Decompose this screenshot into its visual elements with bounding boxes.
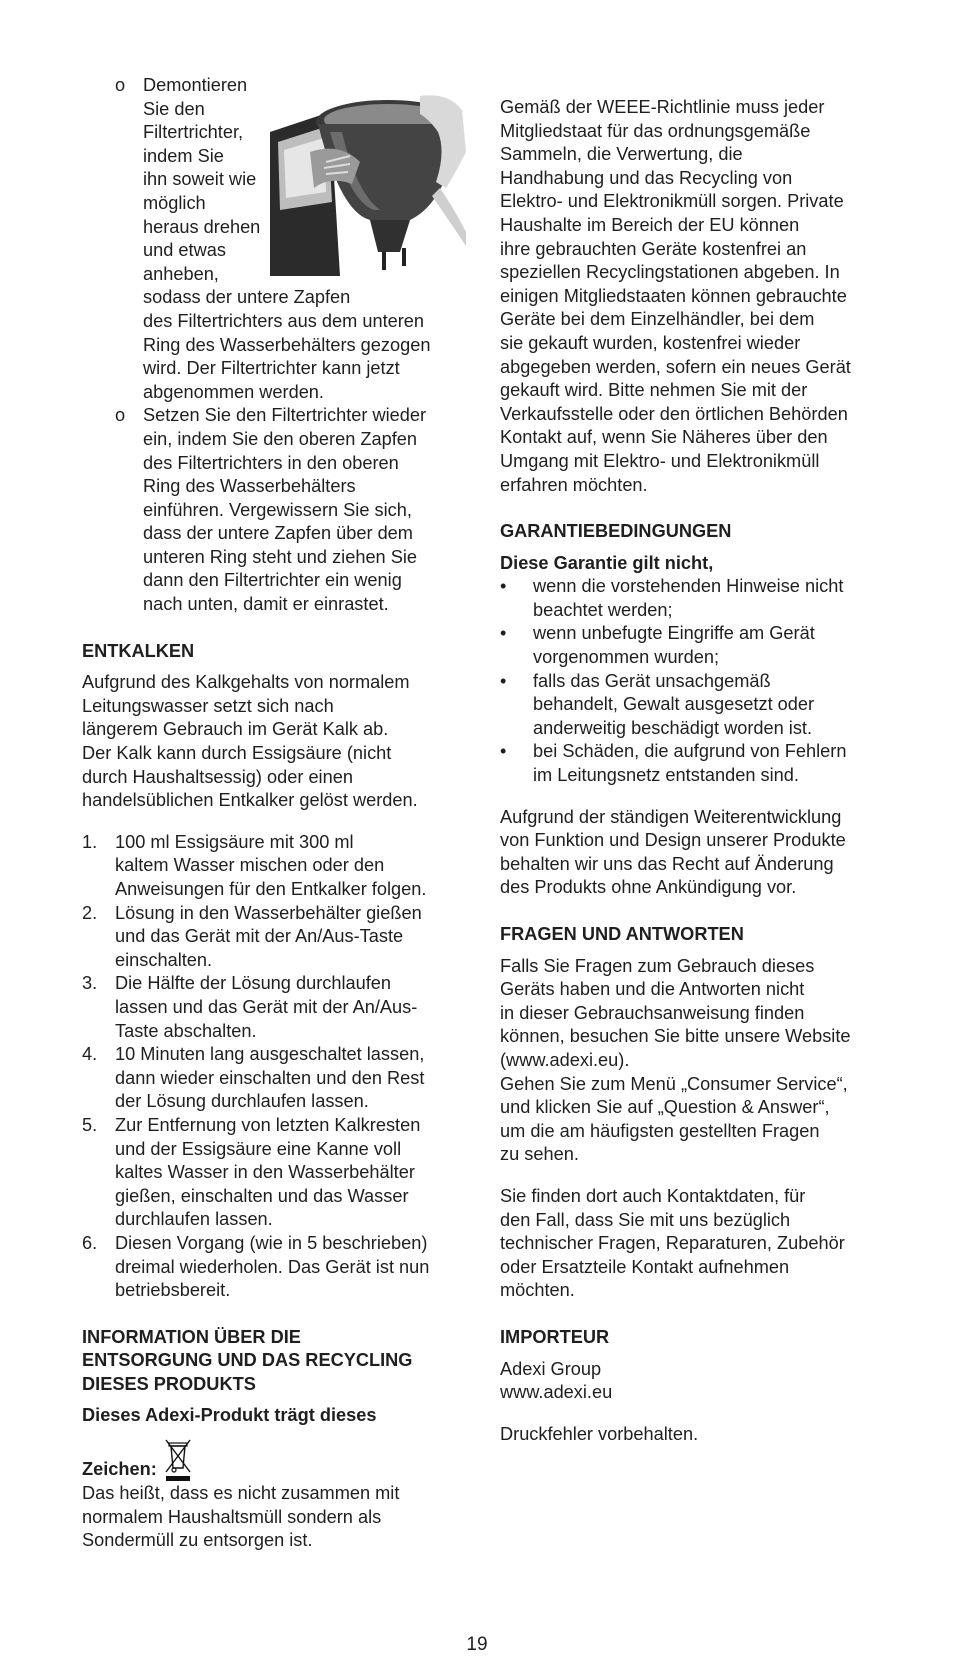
text-line: Mitgliedstaat für das ordnungsgemäße	[500, 120, 811, 141]
text-line: falls das Gerät unsachgemäß	[533, 670, 771, 691]
list-item	[82, 831, 466, 902]
text-line: Taste abschalten.	[115, 1020, 257, 1041]
step-line: dann den Filtertrichter ein wenig	[143, 570, 402, 591]
text-line: betriebsbereit.	[115, 1280, 231, 1301]
text-line: Der Kalk kann durch Essigsäure (nicht	[82, 743, 392, 764]
heading-line: DIESES PRODUKTS	[82, 1373, 256, 1394]
text-line: der Lösung durchlaufen lassen.	[115, 1091, 369, 1112]
list-number: 2.	[82, 902, 98, 923]
step-line: anheben, sodass der untere Zapfen	[143, 263, 351, 308]
text-line: den Fall, dass Sie mit uns bezüglich	[500, 1209, 791, 1230]
list-item	[500, 622, 892, 669]
step-line: indem Sie	[143, 145, 224, 166]
section-heading-entkalken: ENTKALKEN	[82, 640, 195, 661]
step-line: einführen. Vergewissern Sie sich,	[143, 499, 412, 520]
section-heading-importeur: IMPORTEUR	[500, 1326, 610, 1347]
text-line: einschalten.	[115, 949, 213, 970]
faq-paragraph	[500, 955, 892, 1167]
text-line: (www.adexi.eu).	[500, 1049, 630, 1070]
text-line: Sondermüll zu entsorgen ist.	[82, 1530, 313, 1551]
recycling-sign-line	[82, 1438, 466, 1482]
step-line: Sie den	[143, 98, 205, 119]
text-line: wenn unbefugte Eingriffe am Gerät	[533, 623, 815, 644]
section-heading-faq: FRAGEN UND ANTWORTEN	[500, 924, 744, 944]
step-line: wird. Der Filtertrichter kann jetzt	[143, 358, 400, 379]
text-line: abgegeben werden, sofern ein neues Gerät	[500, 356, 851, 377]
text-line: längerem Gebrauch im Gerät Kalk ab.	[82, 719, 389, 740]
list-item	[82, 972, 466, 1043]
text-line: Adexi Group	[500, 1358, 602, 1379]
text-line: im Leitungsnetz entstanden sind.	[533, 765, 799, 786]
list-number: 4.	[82, 1044, 98, 1065]
text-line: des Produkts ohne Ankündigung vor.	[500, 877, 797, 898]
text-line: Das heißt, dass es nicht zusammen mit	[82, 1483, 400, 1504]
text-line: kaltem Wasser mischen oder den	[115, 855, 385, 876]
text-line: zu sehen.	[500, 1144, 579, 1165]
list-marker: o	[115, 75, 126, 95]
text-line: Umgang mit Elektro- und Elektronikmüll	[500, 450, 820, 471]
text-line: ihre gebrauchten Geräte kostenfrei an	[500, 238, 807, 259]
step-line: heraus drehen	[143, 216, 261, 237]
text-line: um die am häufigsten gestellten Fragen	[500, 1120, 820, 1141]
crossed-out-wheelie-bin-icon	[163, 1438, 193, 1482]
list-number: 3.	[82, 973, 98, 994]
text-line: können, besuchen Sie bitte unsere Website	[500, 1026, 851, 1047]
list-item	[500, 575, 892, 622]
filter-step	[82, 74, 466, 404]
text-line: anderweitig beschädigt worden ist.	[533, 717, 813, 738]
weee-paragraph	[500, 96, 892, 497]
text-line: lassen und das Gerät mit der An/Aus-	[115, 996, 418, 1017]
text-line: Verkaufsstelle oder den örtlichen Behörden	[500, 403, 848, 424]
step-line: abgenommen werden.	[143, 381, 324, 402]
text-line: in dieser Gebrauchsanweisung finden	[500, 1002, 805, 1023]
importeur-text	[500, 1358, 892, 1405]
bullet: •	[500, 670, 507, 691]
section-heading-recycling	[82, 1326, 466, 1397]
bullet: •	[500, 623, 507, 644]
recycling-text	[82, 1482, 466, 1553]
text-line: 10 Minuten lang ausgeschaltet lassen,	[115, 1044, 425, 1065]
list-number: 5.	[82, 1114, 98, 1135]
text-line: normalem Haushaltsmüll sondern als	[82, 1506, 382, 1527]
text-line: erfahren möchten.	[500, 474, 648, 495]
text-line: Gemäß der WEEE-Richtlinie muss jeder	[500, 97, 825, 117]
text-line: Falls Sie Fragen zum Gebrauch dieses	[500, 955, 815, 976]
text-line: Sammeln, die Verwertung, die	[500, 144, 743, 165]
text-line: Elektro- und Elektronikmüll sorgen. Private	[500, 191, 844, 212]
text-line: Aufgrund der ständigen Weiterentwicklung	[500, 806, 842, 827]
text-line: Zur Entfernung von letzten Kalkresten	[115, 1114, 421, 1135]
left-column	[82, 74, 466, 1553]
text-line: handelsüblichen Entkalker gelöst werden.	[82, 790, 418, 811]
filter-funnel-removal-photo	[270, 92, 466, 276]
garantie-subheading: Diese Garantie gilt nicht,	[500, 552, 714, 573]
heading-line: ENTSORGUNG UND DAS RECYCLING	[82, 1350, 413, 1371]
text-line: technischer Fragen, Reparaturen, Zubehör	[500, 1233, 845, 1254]
text-line: Kontakt auf, wenn Sie Näheres über den	[500, 427, 828, 448]
text-line: Aufgrund des Kalkgehalts von normalem	[82, 672, 410, 693]
step-line: ein, indem Sie den oberen Zapfen	[143, 428, 418, 449]
text-line: Handhabung und das Recycling von	[500, 167, 793, 188]
text-line: Diesen Vorgang (wie in 5 beschrieben)	[115, 1232, 428, 1253]
list-item	[500, 670, 892, 741]
text-line: Sie finden dort auch Kontaktdaten, für	[500, 1185, 806, 1206]
step-line: unteren Ring steht und ziehen Sie	[143, 546, 418, 567]
text-line: oder Ersatzteile Kontakt aufnehmen	[500, 1256, 790, 1277]
step-line: Ring des Wasserbehälters gezogen	[143, 334, 431, 355]
disclaimer: Druckfehler vorbehalten.	[500, 1423, 699, 1444]
text-line: gekauft wird. Bitte nehmen Sie mit der	[500, 380, 808, 401]
entkalken-intro	[82, 671, 466, 813]
text-line: Gehen Sie zum Menü „Consumer Service“,	[500, 1073, 848, 1094]
text-line: Haushalte im Bereich der EU können	[500, 214, 800, 235]
list-item	[82, 1232, 466, 1303]
recycling-sign-intro: Dieses Adexi-Produkt trägt dieses	[82, 1405, 377, 1426]
list-item	[500, 740, 892, 787]
step-line: möglich	[143, 192, 206, 213]
step-line: ihn soweit wie	[143, 169, 257, 190]
step-line: des Filtertrichters in den oberen	[143, 452, 399, 473]
garantie-notice	[500, 806, 892, 900]
text-line: Geräts haben und die Antworten nicht	[500, 979, 805, 1000]
text-line: speziellen Recyclingstationen abgeben. In	[500, 262, 840, 283]
text-line: Anweisungen für den Entkalker folgen.	[115, 879, 427, 899]
text-line: kaltes Wasser in den Wasserbehälter	[115, 1162, 415, 1183]
heading-line: INFORMATION ÜBER DIE	[82, 1326, 301, 1347]
text-line: und der Essigsäure eine Kanne voll	[115, 1138, 402, 1159]
list-number: 1.	[82, 831, 98, 852]
step-line: Filtertrichter,	[143, 122, 244, 143]
bullet: •	[500, 576, 507, 597]
step-line: Setzen Sie den Filtertrichter wieder	[143, 405, 427, 426]
text-line: wenn die vorstehenden Hinweise nicht	[533, 576, 844, 597]
text-line: dann wieder einschalten und den Rest	[115, 1067, 425, 1088]
section-heading-garantie: GARANTIEBEDINGUNGEN	[500, 521, 732, 542]
right-column	[500, 96, 892, 1446]
filter-step	[82, 404, 466, 616]
text-line: behandelt, Gewalt ausgesetzt oder	[533, 694, 815, 715]
list-item	[82, 902, 466, 973]
text-line: beachtet werden;	[533, 599, 673, 620]
step-line: Demontieren	[143, 75, 248, 95]
text-line: und das Gerät mit der An/Aus-Taste	[115, 926, 404, 947]
step-line: nach unten, damit er einrastet.	[143, 594, 389, 615]
bullet: •	[500, 741, 507, 762]
text-line: vorgenommen wurden;	[533, 647, 720, 668]
step-line: und etwas	[143, 240, 226, 261]
step-line: des Filtertrichters aus dem unteren	[143, 310, 425, 331]
text-line: durch Haushaltsessig) oder einen	[82, 766, 353, 787]
text-line: dreimal wiederholen. Das Gerät ist nun	[115, 1256, 430, 1277]
step-line: Ring des Wasserbehälters	[143, 476, 356, 497]
text-line: Lösung in den Wasserbehälter gießen	[115, 902, 422, 923]
step-line: dass der untere Zapfen über dem	[143, 523, 413, 544]
text-line: und klicken Sie auf „Question & Answer“,	[500, 1097, 830, 1118]
text-line: 100 ml Essigsäure mit 300 ml	[115, 831, 354, 852]
text-line: von Funktion und Design unserer Produkte	[500, 830, 846, 851]
list-marker: o	[115, 405, 126, 426]
text-line: durchlaufen lassen.	[115, 1209, 273, 1230]
text-line: behalten wir uns das Recht auf Änderung	[500, 853, 834, 874]
text-line: sie gekauft wurden, kostenfrei wieder	[500, 332, 801, 353]
list-item	[82, 1114, 466, 1232]
recycling-sign-label: Zeichen:	[82, 1459, 157, 1480]
text-line: einigen Mitgliedstaaten können gebrauchte	[500, 285, 847, 306]
text-line: Geräte bei dem Einzelhändler, bei dem	[500, 309, 815, 330]
page-number: 19	[466, 1634, 488, 1655]
text-line: Die Hälfte der Lösung durchlaufen	[115, 973, 392, 994]
text-line: Leitungswasser setzt sich nach	[82, 695, 334, 716]
faq-contact-paragraph	[500, 1185, 892, 1303]
text-line: gießen, einschalten und das Wasser	[115, 1185, 409, 1206]
text-line: bei Schäden, die aufgrund von Fehlern	[533, 741, 847, 762]
list-number: 6.	[82, 1232, 98, 1253]
text-line: www.adexi.eu	[500, 1382, 613, 1403]
list-item	[82, 1043, 466, 1114]
text-line: möchten.	[500, 1280, 575, 1301]
